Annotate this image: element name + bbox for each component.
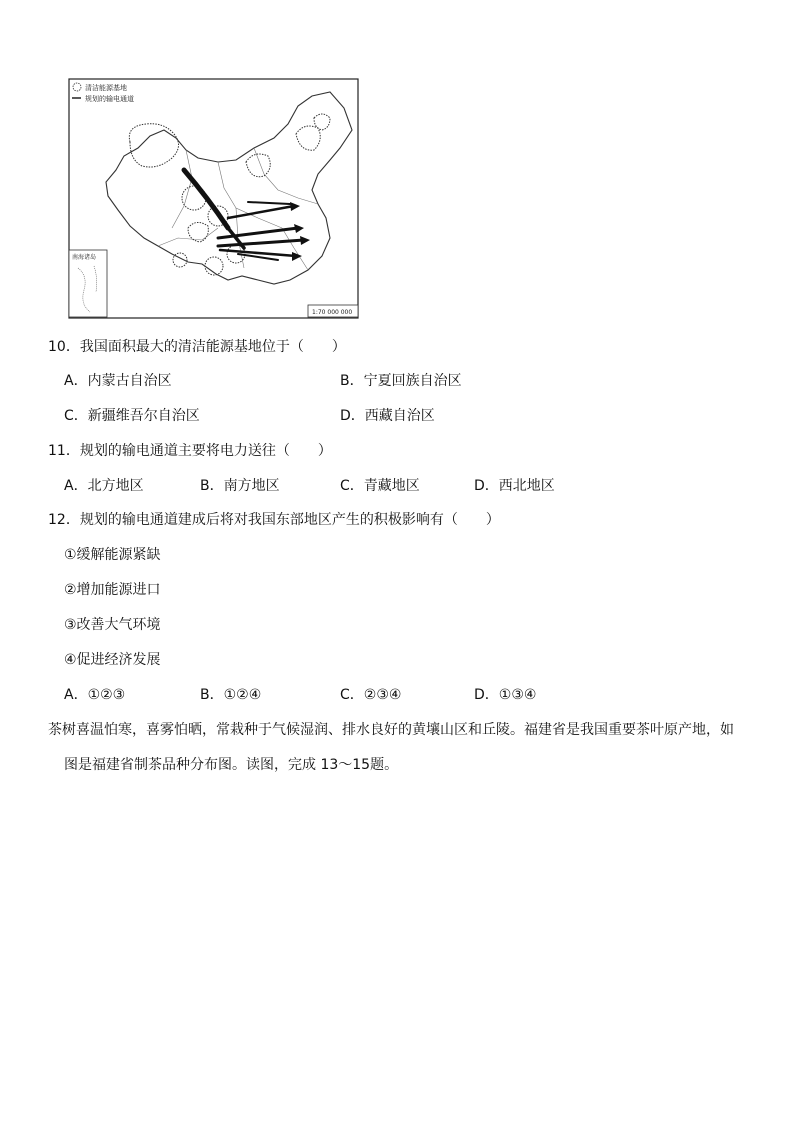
q12-option-c[interactable]: C．②③④ — [340, 687, 402, 703]
q10-option-d[interactable]: D．西藏自治区 — [340, 408, 435, 424]
q10-option-a[interactable]: A．内蒙古自治区 — [64, 373, 172, 389]
q12-stem: 12．规划的输电通道建成后将对我国东部地区产生的积极影响有（ ） — [48, 512, 500, 528]
q10-option-b[interactable]: B．宁夏回族自治区 — [340, 373, 462, 389]
q10-stem: 10．我国面积最大的清洁能源基地位于（ ） — [48, 339, 346, 355]
q10-option-c[interactable]: C．新疆维吾尔自治区 — [64, 408, 200, 424]
q12-option-b[interactable]: B．①②④ — [200, 687, 262, 703]
q11-option-a[interactable]: A．北方地区 — [64, 478, 144, 494]
legend-clean-energy: 清洁能源基地 — [85, 84, 127, 92]
passage-line-2: 图是福建省制茶品种分布图。读图，完成 13～15题。 — [64, 757, 399, 773]
q11-option-c[interactable]: C．青藏地区 — [340, 478, 420, 494]
q12-item-3: ③改善大气环境 — [64, 617, 161, 633]
q12-item-2: ②增加能源进口 — [64, 582, 161, 598]
passage-line-1: 茶树喜温怕寒，喜雾怕晒，常栽种于气候湿润、排水良好的黄壤山区和丘陵。福建省是我国重要茶叶原产地，如 — [48, 722, 734, 738]
q12-option-a[interactable]: A．①②③ — [64, 687, 126, 703]
china-energy-map — [68, 78, 360, 320]
q12-item-4: ④促进经济发展 — [64, 652, 161, 668]
q12-item-1: ①缓解能源紧缺 — [64, 547, 161, 563]
q11-option-d[interactable]: D．西北地区 — [474, 478, 555, 494]
q11-option-b[interactable]: B．南方地区 — [200, 478, 280, 494]
legend-transmission: 规划的输电通道 — [85, 95, 134, 103]
q12-option-d[interactable]: D．①③④ — [474, 687, 537, 703]
q11-stem: 11．规划的输电通道主要将电力送往（ ） — [48, 443, 332, 459]
inset-label: 南海诸岛 — [72, 254, 97, 261]
map-scale: 1:70 000 000 — [312, 309, 353, 316]
map-graphic — [68, 78, 360, 320]
